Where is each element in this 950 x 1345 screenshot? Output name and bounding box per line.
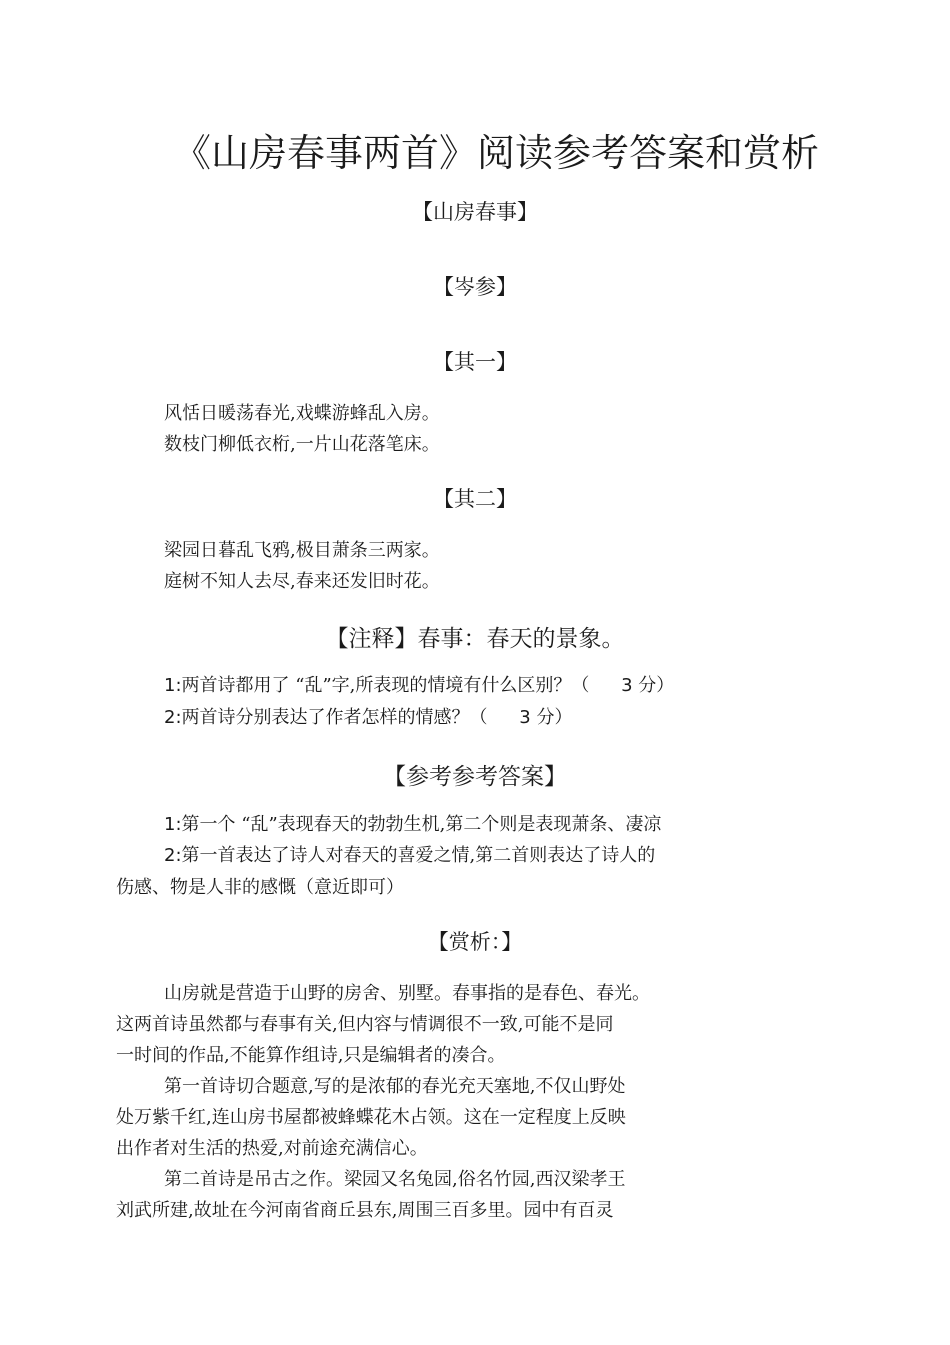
analysis-line-1: 山房就是营造于山野的房舍、别墅。春事指的是春色、春光。 (164, 983, 650, 1004)
analysis-line-7: 第二首诗是吊古之作。梁园又名兔园,俗名竹园,西汉梁孝王 (164, 1169, 626, 1190)
question-2-score: 3 分） (519, 707, 573, 728)
author-heading: 【岑参】 (433, 275, 517, 299)
poem2-line-2: 庭树不知人去尽,春来还发旧时花。 (164, 571, 440, 592)
answer-heading: 【参考参考答案】 (383, 764, 567, 790)
analysis-line-2: 这两首诗虽然都与春事有关,但内容与情调很不一致,可能不是同 (116, 1014, 614, 1035)
question-1-text: 两首诗都用了 “乱”字,所表现的情境有什么区别？（ (181, 675, 596, 696)
analysis-heading: 【赏析：】 (427, 930, 523, 954)
poem2-line-1: 梁园日暮乱飞鸦,极目萧条三两家。 (164, 540, 440, 561)
answer-1-text: 第一个 “乱”表现春天的勃勃生机,第二个则是表现萧条、凄凉 (181, 814, 662, 835)
poem1-line-1: 风恬日暖荡春光,戏蝶游蜂乱入房。 (164, 403, 440, 424)
analysis-line-3: 一时间的作品,不能算作组诗,只是编辑者的凑合。 (116, 1045, 506, 1066)
analysis-line-8: 刘武所建,故址在今河南省商丘县东,周围三百多里。园中有百灵 (116, 1200, 614, 1221)
poem-heading: 【山房春事】 (412, 200, 538, 224)
analysis-line-5: 处万紫千红,连山房书屋都被蜂蝶花木占领。这在一定程度上反映 (116, 1107, 626, 1128)
answer-1 (164, 813, 661, 837)
document-title: 《山房春事两首》阅读参考答案和赏析 (172, 131, 819, 175)
note: 【注释】春事：春天的景象。 (325, 626, 625, 652)
answer-2 (164, 844, 655, 868)
analysis-line-6: 出作者对生活的热爱,对前途充满信心。 (116, 1138, 428, 1159)
answer-2-continuation: 伤感、物是人非的感慨（意近即可） (116, 877, 404, 898)
question-1-score: 3 分） (621, 675, 675, 696)
question-1-number: 1: (164, 675, 182, 696)
answer-2-text: 第一首表达了诗人对春天的喜爱之情,第二首则表达了诗人的 (181, 845, 656, 866)
poem1-line-2: 数枝门柳低衣桁,一片山花落笔床。 (164, 434, 440, 455)
question-2-number: 2: (164, 707, 182, 728)
answer-2-number: 2: (164, 845, 182, 866)
analysis-line-4: 第一首诗切合题意,写的是浓郁的春光充天塞地,不仅山野处 (164, 1076, 626, 1097)
answer-1-number: 1: (164, 814, 182, 835)
question-2 (164, 706, 572, 730)
poem2-heading: 【其二】 (433, 487, 517, 511)
question-2-text: 两首诗分别表达了作者怎样的情感？（ (181, 707, 494, 728)
poem1-heading: 【其一】 (433, 350, 517, 374)
question-1 (164, 674, 674, 698)
